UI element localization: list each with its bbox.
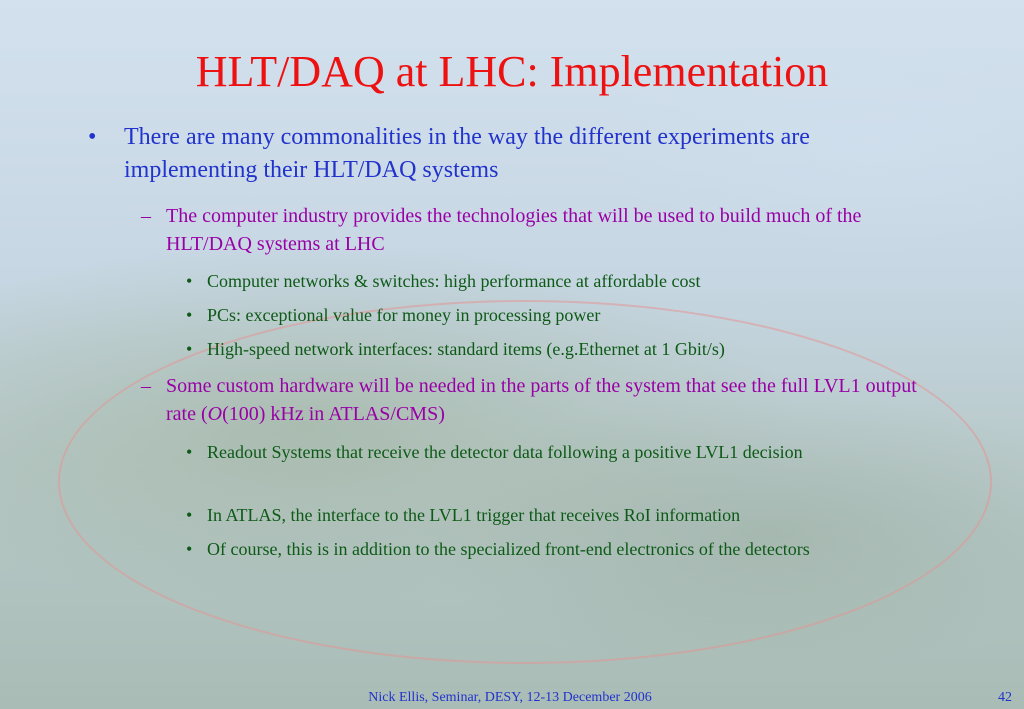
dot-marker: • xyxy=(186,271,193,291)
slide-footer: Nick Ellis, Seminar, DESY, 12-13 December 2006 xyxy=(368,690,652,705)
dot-marker: • xyxy=(186,305,193,325)
custom-hardware-text: Some custom hardware will be needed in the parts of the system that see the full LVL1 output rate ( xyxy=(166,375,917,425)
slide-title: HLT/DAQ at LHC: Implementation xyxy=(195,47,829,96)
dash-marker: – xyxy=(141,205,151,227)
item-front-end-electronics: Of course, this is in addition to the specialized front-end electronics of the detectors xyxy=(207,539,810,559)
dot-marker: • xyxy=(186,539,193,559)
subbullet-computer-industry: The computer industry provides the technologies that will be used to build much of the HLT/DAQ systems at LHC xyxy=(166,205,862,255)
bullet-commonalities: There are many commonalities in the way the different experiments are implementing their HLT/DAQ systems xyxy=(124,124,810,183)
dash-marker: – xyxy=(141,375,151,397)
dot-marker: • xyxy=(186,505,193,525)
item-atlas-interface: In ATLAS, the interface to the LVL1 trigger that receives RoI information xyxy=(207,505,741,525)
item-computer-networks: Computer networks & switches: high performance at affordable cost xyxy=(207,271,701,291)
dot-marker: • xyxy=(186,442,193,462)
custom-hardware-rate: (100) kHz in ATLAS/CMS) xyxy=(222,403,445,425)
subbullet-custom-hardware xyxy=(166,372,941,428)
bullet-marker: • xyxy=(88,124,97,150)
page-number: 42 xyxy=(998,690,1012,705)
item-readout-systems: Readout Systems that receive the detector data following a positive LVL1 decision xyxy=(207,442,803,462)
item-network-interfaces: High-speed network interfaces: standard items (e.g.Ethernet at 1 Gbit/s) xyxy=(207,339,725,359)
order-symbol: O xyxy=(207,403,223,425)
dot-marker: • xyxy=(186,339,193,359)
item-pcs: PCs: exceptional value for money in processing power xyxy=(207,305,601,325)
